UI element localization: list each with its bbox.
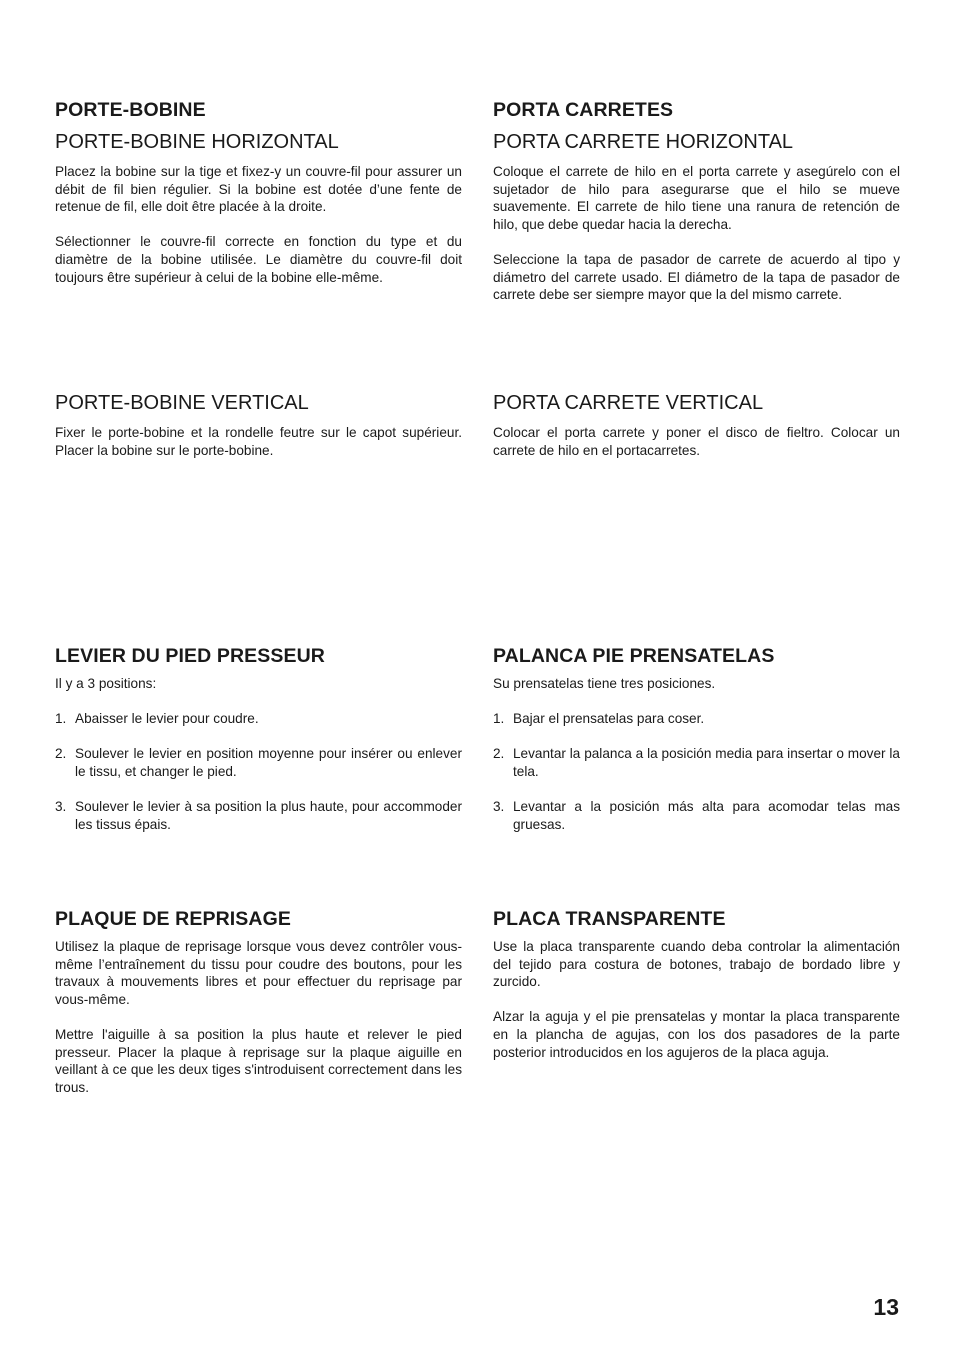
paragraph: Mettre l'aiguille à sa position la plus haute et relever le pied presseur. Placer la plaque à reprisage sur la plaque aiguille en veillant à ce que les deux tiges s'introduisent correctement dans les trous. bbox=[55, 1026, 462, 1095]
section-presser-lever-fr bbox=[55, 644, 462, 833]
paragraph: Coloque el carrete de hilo en el porta carrete y asegúrelo con el sujetador de hilo para asegurarse que el hilo se mueve suavemente. El carrete de hilo tiene una ranura de retención de hilo, que debe quedar hacia la derecha. bbox=[493, 164, 900, 232]
page-number: 13 bbox=[873, 1294, 899, 1320]
paragraph: Sélectionner le couvre-fil correcte en fonction du type et du diamètre de la bobine utilisée. Le diamètre du couvre-fil doit toujours être supérieur à celui de la bobine elle-même. bbox=[55, 234, 462, 285]
steps-list bbox=[493, 710, 900, 833]
section-title: PLAQUE DE REPRISAGE bbox=[55, 908, 291, 930]
section-vertical-spool-fr bbox=[55, 391, 462, 459]
section-darning-plate-es bbox=[493, 907, 900, 1061]
section-darning-plate-fr bbox=[55, 907, 462, 1096]
paragraph: Use la placa transparente cuando deba controlar la alimentación del tejido para costura de botones, trabajo de bordado libre y zurcido. bbox=[493, 939, 900, 990]
section-spool-pin-fr bbox=[55, 98, 462, 286]
subsection-title: PORTA CARRETE VERTICAL bbox=[493, 392, 764, 414]
subsection-title: PORTA CARRETE HORIZONTAL bbox=[493, 131, 794, 153]
intro-text: Su prensatelas tiene tres posiciones. bbox=[493, 676, 716, 691]
paragraph: Utilisez la plaque de reprisage lorsque vous devez contrôler vous-même l’entraînement du tissu pour coudre des boutons, pour les travaux à mouvements libres et pour effectuer du reprisage par vous-même. bbox=[55, 939, 462, 1007]
paragraph: Colocar el porta carrete y poner el disco de fieltro. Colocar un carrete de hilo en el portacarretes. bbox=[493, 425, 900, 458]
section-title: PORTE-BOBINE bbox=[55, 99, 206, 121]
list-item: 2. Levantar la palanca a la posición media para insertar o mover la tela. bbox=[493, 746, 900, 779]
section-spool-pin-es bbox=[493, 98, 900, 304]
subsection-title: PORTE-BOBINE VERTICAL bbox=[55, 392, 309, 414]
list-item: 1. Abaisser le levier pour coudre. bbox=[55, 711, 259, 727]
paragraph: Alzar la aguja y el pie prensatelas y montar la placa transparente en la plancha de agujas, con los dos pasadores de la parte posterior introducidos en los agujeros de la placa aguja. bbox=[493, 1009, 900, 1060]
section-title: PORTA CARRETES bbox=[493, 99, 674, 121]
paragraph: Fixer le porte-bobine et la rondelle feutre sur le capot supérieur. Placer la bobine sur le porte-bobine. bbox=[55, 425, 462, 458]
section-presser-lever-es bbox=[493, 644, 900, 833]
steps-list bbox=[55, 710, 462, 833]
paragraph: Seleccione la tapa de pasador de carrete de acuerdo al tipo y diámetro del carrete usado. El diámetro de la tapa de pasador de carrete debe ser siempre mayor que la del mismo carrete. bbox=[493, 251, 900, 303]
list-item: 1. Bajar el prensatelas para coser. bbox=[493, 711, 705, 727]
section-title: LEVIER DU PIED PRESSEUR bbox=[55, 645, 325, 667]
list-item: 3. Soulever le levier à sa position la plus haute, pour accommoder les tissus épais. bbox=[55, 799, 462, 832]
section-title: PLACA TRANSPARENTE bbox=[493, 908, 726, 930]
list-item: 3. Levantar a la posición más alta para acomodar telas mas gruesas. bbox=[493, 799, 900, 832]
section-vertical-spool-es bbox=[493, 391, 900, 459]
intro-text: Il y a 3 positions: bbox=[55, 676, 157, 691]
list-item: 2. Soulever le levier en position moyenne pour insérer ou enlever le tissu, et changer le pied. bbox=[55, 746, 462, 779]
subsection-title: PORTE-BOBINE HORIZONTAL bbox=[55, 131, 339, 153]
paragraph: Placez la bobine sur la tige et fixez-y un couvre-fil pour assurer un débit de fil bien régulier. Si la bobine est dotée d’une fente de retenue de fil, elle doit être placée à la droite. bbox=[55, 164, 462, 215]
section-title: PALANCA PIE PRENSATELAS bbox=[493, 645, 775, 667]
